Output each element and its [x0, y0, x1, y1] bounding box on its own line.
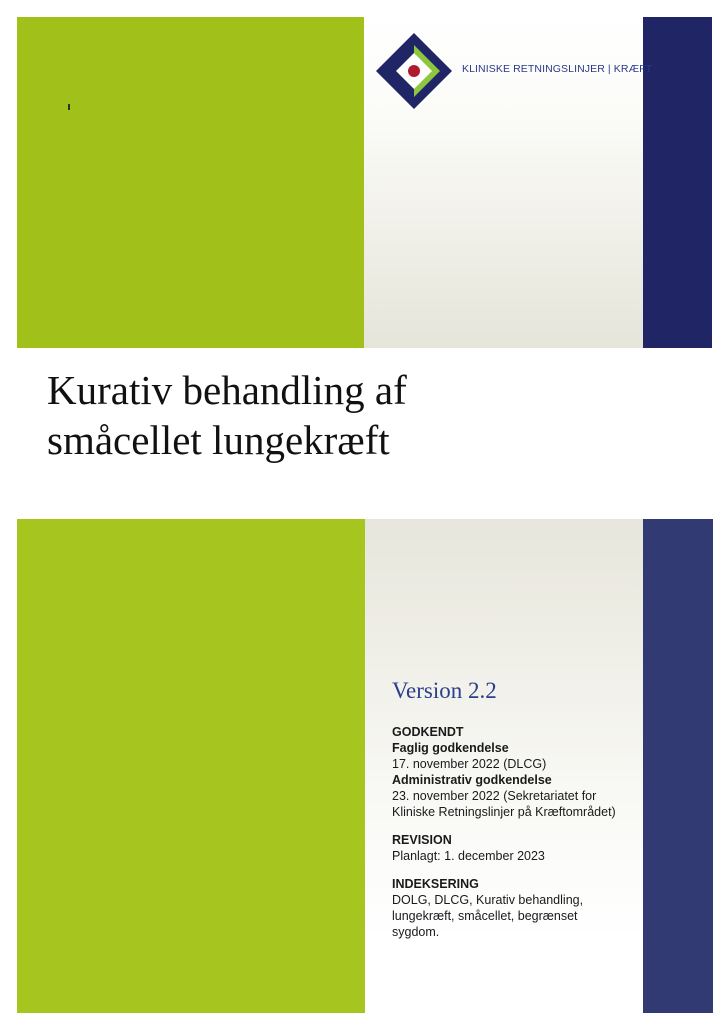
- document-title: [47, 365, 607, 465]
- indexing-line-2: lungekræft, småcellet, begrænset: [392, 909, 578, 923]
- diamond-logo-icon: [376, 33, 452, 109]
- indexing-line-1: DOLG, DLCG, Kurativ behandling,: [392, 893, 584, 907]
- logo-text: KLINISKE RETNINGSLINJER | KRÆFT: [462, 63, 653, 75]
- faglig-value: 17. november 2022 (DLCG): [392, 757, 547, 771]
- indexing-line-3: sygdom.: [392, 925, 440, 939]
- version-label: Version 2.2: [392, 678, 497, 703]
- admin-value-line-2: Kliniske Retningslinjer på Kræftområdet): [392, 805, 616, 819]
- admin-value-line-1: 23. november 2022 (Sekretariatet for: [392, 789, 597, 803]
- indexing-heading: INDEKSERING: [392, 877, 479, 891]
- admin-label: Administrativ godkendelse: [392, 773, 552, 787]
- green-top-panel: [17, 17, 364, 348]
- revision-heading: REVISION: [392, 833, 452, 847]
- green-bottom-panel: [17, 519, 365, 1013]
- faglig-label: Faglig godkendelse: [392, 741, 509, 755]
- document-info: [392, 724, 632, 940]
- stray-mark: [68, 104, 70, 110]
- title-line-2: småcellet lungekræft: [47, 417, 390, 463]
- navy-bottom-panel: [643, 519, 713, 1013]
- revision-value: Planlagt: 1. december 2023: [392, 849, 545, 863]
- approval-heading: GODKENDT: [392, 725, 464, 739]
- title-line-1: Kurativ behandling af: [47, 367, 407, 413]
- navy-top-panel: [643, 17, 712, 348]
